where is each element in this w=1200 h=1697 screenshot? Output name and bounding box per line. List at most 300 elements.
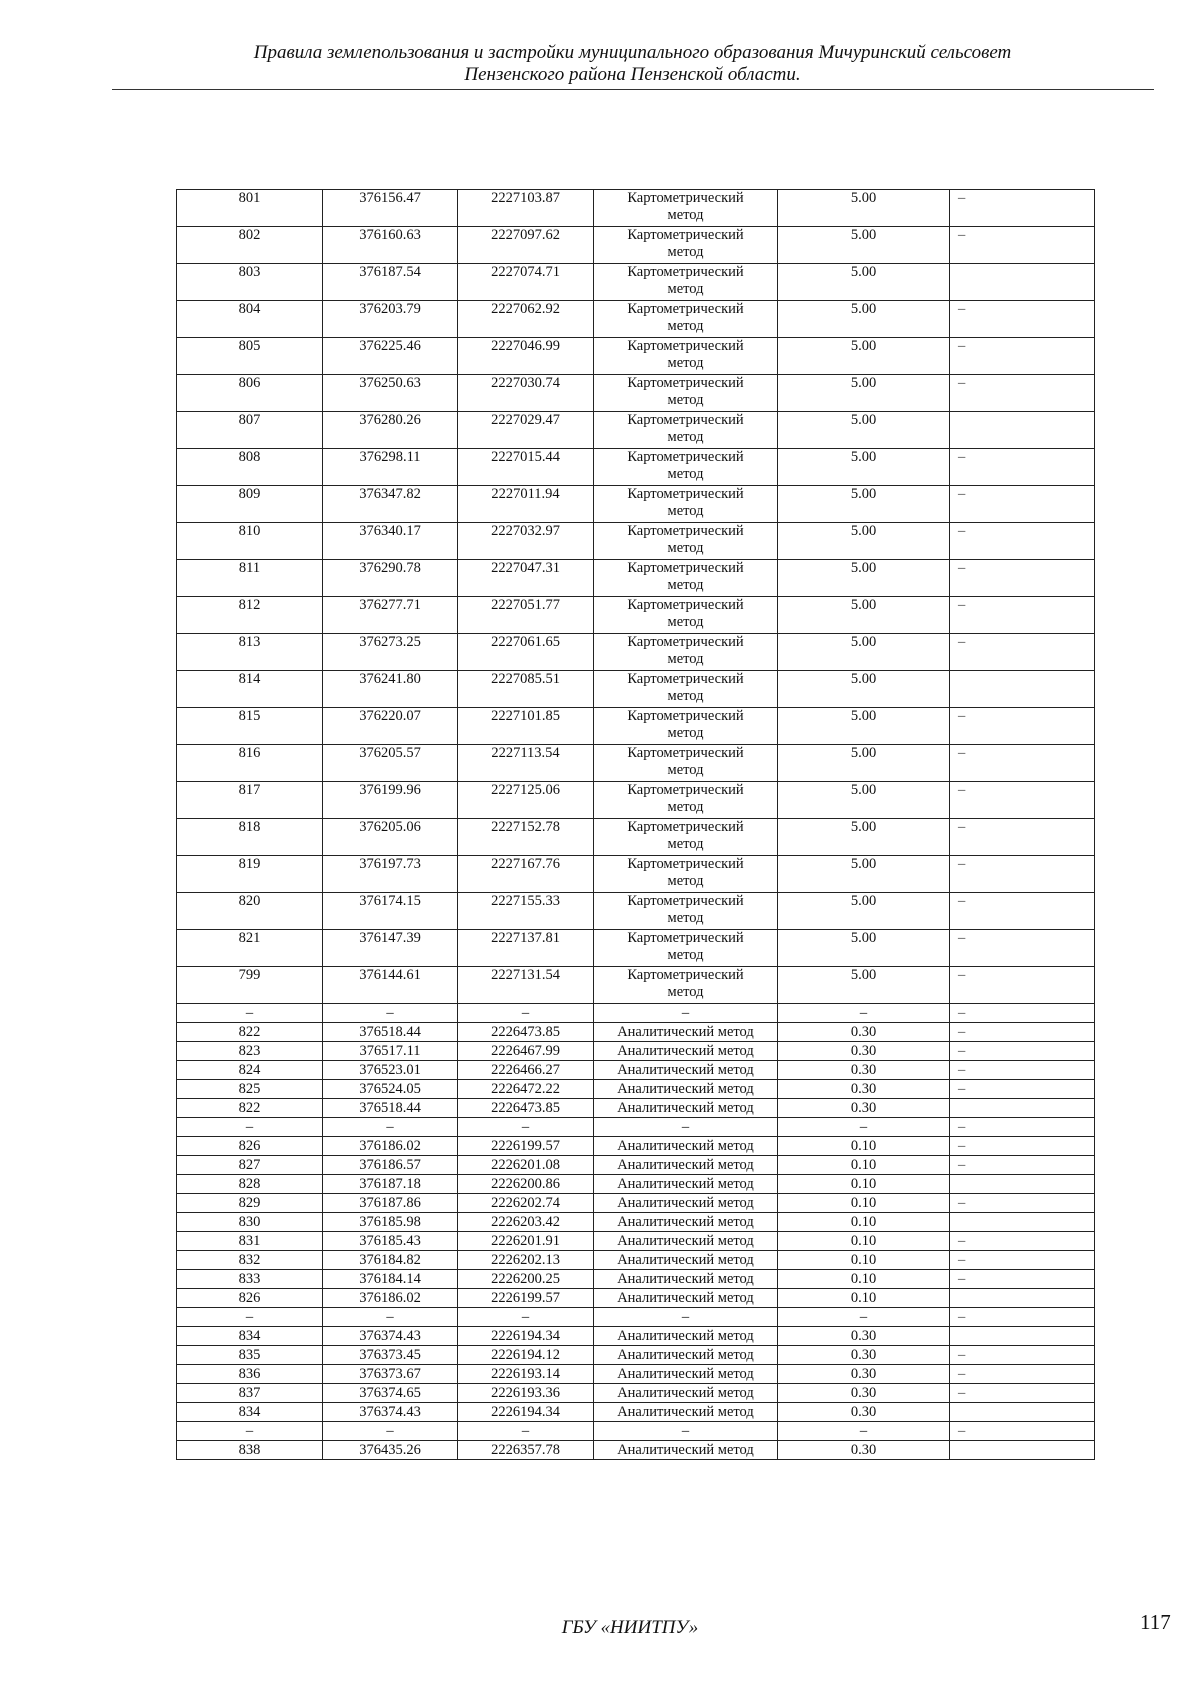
method-cell: Картометрический метод: [594, 301, 778, 338]
accuracy-cell: 5.00: [778, 819, 950, 856]
x-coordinate-cell: 376347.82: [323, 486, 458, 523]
table-row: [177, 1023, 1095, 1042]
header-title-line-2: Пензенского района Пензенской области.: [464, 64, 801, 85]
point-number-cell: 831: [177, 1232, 323, 1251]
x-coordinate-cell: 376280.26: [323, 412, 458, 449]
point-number-cell: 827: [177, 1156, 323, 1175]
point-number-cell: 813: [177, 634, 323, 671]
table-row: [177, 560, 1095, 597]
accuracy-cell: –: [778, 1422, 950, 1441]
x-coordinate-cell: 376187.86: [323, 1194, 458, 1213]
y-coordinate-cell: 2227061.65: [458, 634, 594, 671]
method-cell: Аналитический метод: [594, 1327, 778, 1346]
note-cell: –: [950, 301, 1095, 338]
note-cell: [950, 1441, 1095, 1460]
table-row: [177, 1099, 1095, 1118]
y-coordinate-cell: 2226473.85: [458, 1023, 594, 1042]
note-cell: [950, 1213, 1095, 1232]
point-number-cell: 811: [177, 560, 323, 597]
x-coordinate-cell: 376184.82: [323, 1251, 458, 1270]
table-row: [177, 1042, 1095, 1061]
x-coordinate-cell: 376186.02: [323, 1289, 458, 1308]
y-coordinate-cell: 2226202.13: [458, 1251, 594, 1270]
point-number-cell: 834: [177, 1327, 323, 1346]
accuracy-cell: 5.00: [778, 745, 950, 782]
method-cell: Картометрический метод: [594, 671, 778, 708]
method-cell: Картометрический метод: [594, 264, 778, 301]
note-cell: –: [950, 819, 1095, 856]
table-row: [177, 782, 1095, 819]
x-coordinate-cell: 376298.11: [323, 449, 458, 486]
table-row: [177, 1422, 1095, 1441]
note-cell: –: [950, 1422, 1095, 1441]
x-coordinate-cell: 376186.57: [323, 1156, 458, 1175]
accuracy-cell: 0.30: [778, 1099, 950, 1118]
accuracy-cell: 0.10: [778, 1137, 950, 1156]
note-cell: –: [950, 967, 1095, 1004]
accuracy-cell: 5.00: [778, 782, 950, 819]
note-cell: –: [950, 1251, 1095, 1270]
y-coordinate-cell: 2227029.47: [458, 412, 594, 449]
x-coordinate-cell: 376524.05: [323, 1080, 458, 1099]
coordinates-table: [176, 189, 1095, 1460]
y-coordinate-cell: 2226466.27: [458, 1061, 594, 1080]
table-row: [177, 1441, 1095, 1460]
method-cell: Картометрический метод: [594, 893, 778, 930]
y-coordinate-cell: 2226201.91: [458, 1232, 594, 1251]
point-number-cell: 837: [177, 1384, 323, 1403]
method-cell: Картометрический метод: [594, 597, 778, 634]
point-number-cell: –: [177, 1308, 323, 1327]
x-coordinate-cell: 376373.45: [323, 1346, 458, 1365]
point-number-cell: 802: [177, 227, 323, 264]
point-number-cell: 822: [177, 1023, 323, 1042]
note-cell: –: [950, 1156, 1095, 1175]
y-coordinate-cell: 2227085.51: [458, 671, 594, 708]
coordinates-table-body: [177, 190, 1095, 1460]
x-coordinate-cell: 376290.78: [323, 560, 458, 597]
table-row: [177, 930, 1095, 967]
point-number-cell: 817: [177, 782, 323, 819]
note-cell: –: [950, 893, 1095, 930]
footer-organization: ГБУ «НИИТПУ»: [561, 1617, 699, 1638]
accuracy-cell: 0.30: [778, 1441, 950, 1460]
point-number-cell: 818: [177, 819, 323, 856]
method-cell: Аналитический метод: [594, 1080, 778, 1099]
method-cell: Аналитический метод: [594, 1137, 778, 1156]
accuracy-cell: 0.10: [778, 1175, 950, 1194]
accuracy-cell: 5.00: [778, 449, 950, 486]
method-cell: Картометрический метод: [594, 449, 778, 486]
table-row: [177, 486, 1095, 523]
table-row: [177, 1194, 1095, 1213]
note-cell: –: [950, 1232, 1095, 1251]
y-coordinate-cell: 2227131.54: [458, 967, 594, 1004]
point-number-cell: 835: [177, 1346, 323, 1365]
x-coordinate-cell: 376373.67: [323, 1365, 458, 1384]
accuracy-cell: 5.00: [778, 375, 950, 412]
x-coordinate-cell: 376205.06: [323, 819, 458, 856]
note-cell: –: [950, 1365, 1095, 1384]
accuracy-cell: 0.10: [778, 1232, 950, 1251]
y-coordinate-cell: 2227152.78: [458, 819, 594, 856]
y-coordinate-cell: 2227097.62: [458, 227, 594, 264]
point-number-cell: 814: [177, 671, 323, 708]
y-coordinate-cell: 2226200.86: [458, 1175, 594, 1194]
note-cell: –: [950, 1384, 1095, 1403]
x-coordinate-cell: 376220.07: [323, 708, 458, 745]
table-row: [177, 1346, 1095, 1365]
y-coordinate-cell: 2227103.87: [458, 190, 594, 227]
method-cell: Аналитический метод: [594, 1023, 778, 1042]
table-row: [177, 523, 1095, 560]
method-cell: Аналитический метод: [594, 1403, 778, 1422]
y-coordinate-cell: 2227062.92: [458, 301, 594, 338]
accuracy-cell: 5.00: [778, 893, 950, 930]
table-row: [177, 227, 1095, 264]
x-coordinate-cell: 376185.98: [323, 1213, 458, 1232]
y-coordinate-cell: –: [458, 1308, 594, 1327]
accuracy-cell: 0.30: [778, 1023, 950, 1042]
accuracy-cell: –: [778, 1308, 950, 1327]
point-number-cell: 806: [177, 375, 323, 412]
method-cell: Аналитический метод: [594, 1346, 778, 1365]
accuracy-cell: 5.00: [778, 967, 950, 1004]
accuracy-cell: 0.30: [778, 1384, 950, 1403]
point-number-cell: 816: [177, 745, 323, 782]
method-cell: Картометрический метод: [594, 745, 778, 782]
x-coordinate-cell: 376374.43: [323, 1403, 458, 1422]
point-number-cell: 838: [177, 1441, 323, 1460]
accuracy-cell: 5.00: [778, 856, 950, 893]
y-coordinate-cell: 2227125.06: [458, 782, 594, 819]
page-number: 117: [1140, 1610, 1171, 1634]
note-cell: –: [950, 1308, 1095, 1327]
y-coordinate-cell: –: [458, 1118, 594, 1137]
method-cell: Картометрический метод: [594, 930, 778, 967]
y-coordinate-cell: 2226194.34: [458, 1327, 594, 1346]
note-cell: –: [950, 375, 1095, 412]
y-coordinate-cell: 2226193.14: [458, 1365, 594, 1384]
table-row: [177, 1232, 1095, 1251]
point-number-cell: 834: [177, 1403, 323, 1422]
x-coordinate-cell: 376518.44: [323, 1023, 458, 1042]
method-cell: Аналитический метод: [594, 1213, 778, 1232]
y-coordinate-cell: 2227011.94: [458, 486, 594, 523]
accuracy-cell: –: [778, 1004, 950, 1023]
y-coordinate-cell: 2227113.54: [458, 745, 594, 782]
accuracy-cell: 0.30: [778, 1061, 950, 1080]
method-cell: Аналитический метод: [594, 1441, 778, 1460]
table-row: [177, 671, 1095, 708]
y-coordinate-cell: 2227047.31: [458, 560, 594, 597]
point-number-cell: 805: [177, 338, 323, 375]
accuracy-cell: 0.10: [778, 1194, 950, 1213]
method-cell: Картометрический метод: [594, 560, 778, 597]
point-number-cell: 804: [177, 301, 323, 338]
y-coordinate-cell: 2227046.99: [458, 338, 594, 375]
x-coordinate-cell: 376186.02: [323, 1137, 458, 1156]
method-cell: Картометрический метод: [594, 856, 778, 893]
table-row: [177, 597, 1095, 634]
table-row: [177, 1308, 1095, 1327]
method-cell: Аналитический метод: [594, 1194, 778, 1213]
method-cell: Картометрический метод: [594, 634, 778, 671]
accuracy-cell: 0.10: [778, 1289, 950, 1308]
table-row: [177, 1365, 1095, 1384]
note-cell: –: [950, 190, 1095, 227]
point-number-cell: 832: [177, 1251, 323, 1270]
table-row: [177, 1080, 1095, 1099]
method-cell: Аналитический метод: [594, 1270, 778, 1289]
x-coordinate-cell: –: [323, 1004, 458, 1023]
y-coordinate-cell: 2227030.74: [458, 375, 594, 412]
y-coordinate-cell: 2226199.57: [458, 1137, 594, 1156]
method-cell: –: [594, 1308, 778, 1327]
y-coordinate-cell: 2226199.57: [458, 1289, 594, 1308]
table-row: [177, 1384, 1095, 1403]
note-cell: [950, 1289, 1095, 1308]
accuracy-cell: 0.30: [778, 1365, 950, 1384]
method-cell: Аналитический метод: [594, 1042, 778, 1061]
method-cell: Аналитический метод: [594, 1156, 778, 1175]
note-cell: [950, 1175, 1095, 1194]
table-row: [177, 819, 1095, 856]
method-cell: Аналитический метод: [594, 1061, 778, 1080]
x-coordinate-cell: 376273.25: [323, 634, 458, 671]
note-cell: –: [950, 930, 1095, 967]
accuracy-cell: 0.30: [778, 1403, 950, 1422]
header-divider: [112, 89, 1154, 90]
accuracy-cell: 5.00: [778, 338, 950, 375]
point-number-cell: 801: [177, 190, 323, 227]
x-coordinate-cell: 376144.61: [323, 967, 458, 1004]
point-number-cell: 822: [177, 1099, 323, 1118]
method-cell: Аналитический метод: [594, 1175, 778, 1194]
y-coordinate-cell: 2226193.36: [458, 1384, 594, 1403]
accuracy-cell: 0.30: [778, 1327, 950, 1346]
method-cell: Аналитический метод: [594, 1251, 778, 1270]
note-cell: [950, 1099, 1095, 1118]
table-row: [177, 1327, 1095, 1346]
y-coordinate-cell: 2226467.99: [458, 1042, 594, 1061]
accuracy-cell: 5.00: [778, 301, 950, 338]
x-coordinate-cell: 376518.44: [323, 1099, 458, 1118]
note-cell: –: [950, 1023, 1095, 1042]
x-coordinate-cell: 376187.18: [323, 1175, 458, 1194]
y-coordinate-cell: 2227155.33: [458, 893, 594, 930]
accuracy-cell: 5.00: [778, 412, 950, 449]
y-coordinate-cell: 2226200.25: [458, 1270, 594, 1289]
y-coordinate-cell: 2227051.77: [458, 597, 594, 634]
method-cell: Картометрический метод: [594, 338, 778, 375]
table-row: [177, 1175, 1095, 1194]
note-cell: [950, 412, 1095, 449]
x-coordinate-cell: 376374.43: [323, 1327, 458, 1346]
method-cell: Картометрический метод: [594, 523, 778, 560]
table-row: [177, 1004, 1095, 1023]
y-coordinate-cell: 2226357.78: [458, 1441, 594, 1460]
note-cell: –: [950, 597, 1095, 634]
x-coordinate-cell: 376225.46: [323, 338, 458, 375]
point-number-cell: 826: [177, 1137, 323, 1156]
point-number-cell: 829: [177, 1194, 323, 1213]
accuracy-cell: 5.00: [778, 671, 950, 708]
note-cell: –: [950, 1194, 1095, 1213]
table-row: [177, 745, 1095, 782]
method-cell: Картометрический метод: [594, 967, 778, 1004]
y-coordinate-cell: 2227015.44: [458, 449, 594, 486]
y-coordinate-cell: 2226194.12: [458, 1346, 594, 1365]
x-coordinate-cell: 376374.65: [323, 1384, 458, 1403]
point-number-cell: 807: [177, 412, 323, 449]
point-number-cell: 830: [177, 1213, 323, 1232]
note-cell: [950, 1327, 1095, 1346]
point-number-cell: 825: [177, 1080, 323, 1099]
note-cell: [950, 264, 1095, 301]
table-row: [177, 708, 1095, 745]
y-coordinate-cell: 2226473.85: [458, 1099, 594, 1118]
x-coordinate-cell: 376197.73: [323, 856, 458, 893]
note-cell: –: [950, 1346, 1095, 1365]
accuracy-cell: 0.30: [778, 1042, 950, 1061]
y-coordinate-cell: 2226203.42: [458, 1213, 594, 1232]
point-number-cell: 803: [177, 264, 323, 301]
point-number-cell: 828: [177, 1175, 323, 1194]
accuracy-cell: 0.10: [778, 1213, 950, 1232]
table-row: [177, 967, 1095, 1004]
method-cell: Картометрический метод: [594, 412, 778, 449]
y-coordinate-cell: 2226201.08: [458, 1156, 594, 1175]
y-coordinate-cell: 2227167.76: [458, 856, 594, 893]
accuracy-cell: 0.10: [778, 1251, 950, 1270]
x-coordinate-cell: –: [323, 1422, 458, 1441]
point-number-cell: 810: [177, 523, 323, 560]
note-cell: –: [950, 782, 1095, 819]
note-cell: –: [950, 523, 1095, 560]
table-row: [177, 1213, 1095, 1232]
note-cell: –: [950, 486, 1095, 523]
accuracy-cell: 5.00: [778, 486, 950, 523]
table-row: [177, 856, 1095, 893]
point-number-cell: 826: [177, 1289, 323, 1308]
accuracy-cell: 5.00: [778, 708, 950, 745]
x-coordinate-cell: 376340.17: [323, 523, 458, 560]
point-number-cell: 824: [177, 1061, 323, 1080]
table-row: [177, 1270, 1095, 1289]
table-row: [177, 634, 1095, 671]
x-coordinate-cell: 376147.39: [323, 930, 458, 967]
table-row: [177, 1403, 1095, 1422]
accuracy-cell: 5.00: [778, 930, 950, 967]
x-coordinate-cell: 376199.96: [323, 782, 458, 819]
x-coordinate-cell: 376277.71: [323, 597, 458, 634]
x-coordinate-cell: 376250.63: [323, 375, 458, 412]
accuracy-cell: 0.30: [778, 1080, 950, 1099]
point-number-cell: 820: [177, 893, 323, 930]
method-cell: Аналитический метод: [594, 1099, 778, 1118]
accuracy-cell: 5.00: [778, 523, 950, 560]
y-coordinate-cell: 2226194.34: [458, 1403, 594, 1422]
table-row: [177, 1061, 1095, 1080]
table-row: [177, 301, 1095, 338]
point-number-cell: 809: [177, 486, 323, 523]
method-cell: –: [594, 1422, 778, 1441]
table-row: [177, 1251, 1095, 1270]
y-coordinate-cell: 2227032.97: [458, 523, 594, 560]
method-cell: Картометрический метод: [594, 190, 778, 227]
header-title-line-1: Правила землепользования и застройки муниципального образования Мичуринский сельсовет: [253, 42, 1012, 63]
point-number-cell: –: [177, 1004, 323, 1023]
accuracy-cell: 5.00: [778, 190, 950, 227]
note-cell: –: [950, 227, 1095, 264]
table-row: [177, 264, 1095, 301]
table-row: [177, 1289, 1095, 1308]
point-number-cell: 823: [177, 1042, 323, 1061]
point-number-cell: –: [177, 1118, 323, 1137]
point-number-cell: 833: [177, 1270, 323, 1289]
note-cell: –: [950, 560, 1095, 597]
note-cell: –: [950, 1080, 1095, 1099]
point-number-cell: 812: [177, 597, 323, 634]
x-coordinate-cell: 376435.26: [323, 1441, 458, 1460]
note-cell: [950, 1403, 1095, 1422]
page-header: [110, 42, 1155, 86]
y-coordinate-cell: –: [458, 1422, 594, 1441]
y-coordinate-cell: 2226202.74: [458, 1194, 594, 1213]
y-coordinate-cell: 2227074.71: [458, 264, 594, 301]
method-cell: Аналитический метод: [594, 1289, 778, 1308]
note-cell: –: [950, 708, 1095, 745]
accuracy-cell: 5.00: [778, 597, 950, 634]
y-coordinate-cell: 2227137.81: [458, 930, 594, 967]
point-number-cell: 819: [177, 856, 323, 893]
x-coordinate-cell: 376205.57: [323, 745, 458, 782]
table-row: [177, 190, 1095, 227]
method-cell: Картометрический метод: [594, 227, 778, 264]
accuracy-cell: –: [778, 1118, 950, 1137]
table-row: [177, 338, 1095, 375]
table-row: [177, 1118, 1095, 1137]
method-cell: Аналитический метод: [594, 1384, 778, 1403]
x-coordinate-cell: –: [323, 1308, 458, 1327]
method-cell: Картометрический метод: [594, 782, 778, 819]
table-row: [177, 1137, 1095, 1156]
accuracy-cell: 0.30: [778, 1346, 950, 1365]
method-cell: Картометрический метод: [594, 486, 778, 523]
note-cell: –: [950, 1137, 1095, 1156]
note-cell: –: [950, 745, 1095, 782]
table-row: [177, 412, 1095, 449]
accuracy-cell: 5.00: [778, 227, 950, 264]
accuracy-cell: 5.00: [778, 634, 950, 671]
method-cell: –: [594, 1118, 778, 1137]
y-coordinate-cell: –: [458, 1004, 594, 1023]
accuracy-cell: 0.10: [778, 1270, 950, 1289]
method-cell: Картометрический метод: [594, 375, 778, 412]
table-row: [177, 1156, 1095, 1175]
method-cell: Аналитический метод: [594, 1232, 778, 1251]
y-coordinate-cell: 2226472.22: [458, 1080, 594, 1099]
x-coordinate-cell: 376174.15: [323, 893, 458, 930]
accuracy-cell: 0.10: [778, 1156, 950, 1175]
accuracy-cell: 5.00: [778, 264, 950, 301]
method-cell: Картометрический метод: [594, 708, 778, 745]
x-coordinate-cell: 376187.54: [323, 264, 458, 301]
x-coordinate-cell: 376185.43: [323, 1232, 458, 1251]
note-cell: [950, 671, 1095, 708]
x-coordinate-cell: 376241.80: [323, 671, 458, 708]
